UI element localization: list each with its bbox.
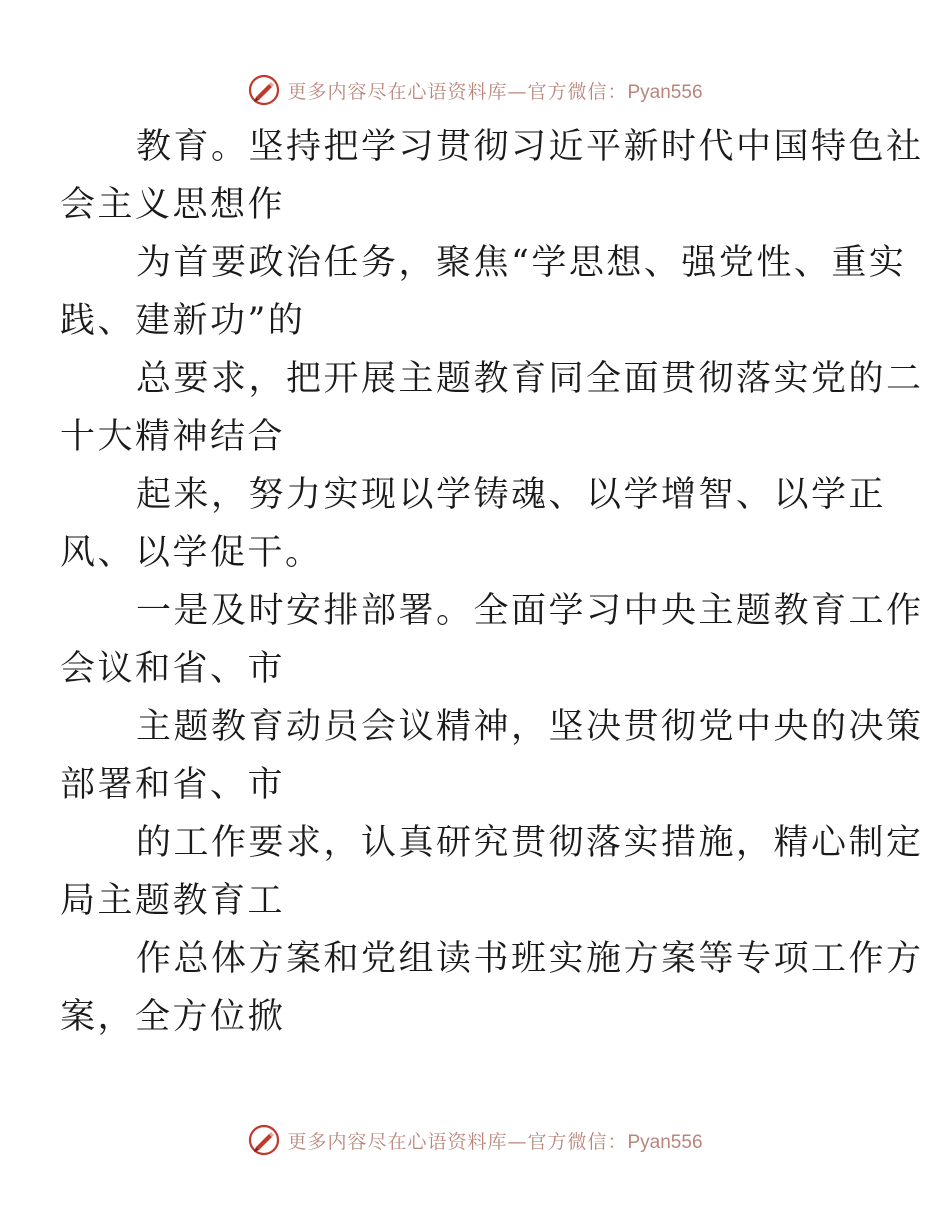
paragraph-line: 案，全方位掀 xyxy=(60,997,286,1037)
paragraph-5 xyxy=(60,582,924,698)
footer-banner-text: 更多内容尽在心语资料库—官方微信：Pyan556 xyxy=(287,1130,703,1153)
paragraph-1 xyxy=(60,118,924,234)
paragraph-line: 为首要政治任务，聚焦“学思想、强党性、重实 xyxy=(136,243,907,283)
header-wechat-id: Pyan556 xyxy=(627,81,703,103)
paragraph-line: 部署和省、市 xyxy=(60,765,286,805)
header-banner xyxy=(0,70,950,110)
paragraph-line: 教育。坚持把学习贯彻习近平新时代中国特色社 xyxy=(136,127,924,167)
paragraph-line: 践、建新功”的 xyxy=(60,301,306,341)
paragraph-3 xyxy=(60,350,924,466)
footer-banner xyxy=(0,1120,950,1160)
footer-wechat-id: Pyan556 xyxy=(627,1131,703,1153)
paragraph-line: 作总体方案和党组读书班实施方案等专项工作方 xyxy=(136,939,924,979)
paragraph-line: 十大精神结合 xyxy=(60,417,286,457)
paragraph-2 xyxy=(60,234,907,350)
paragraph-line: 风、以学促干。 xyxy=(60,533,323,573)
paragraph-line: 的工作要求，认真研究贯彻落实措施，精心制定 xyxy=(136,823,924,863)
paragraph-line: 会议和省、市 xyxy=(60,649,286,689)
paragraph-8 xyxy=(60,930,924,1046)
paragraph-line: 主题教育动员会议精神，坚决贯彻党中央的决策 xyxy=(136,707,924,747)
paragraph-4 xyxy=(60,466,887,582)
paragraph-line: 起来，努力实现以学铸魂、以学增智、以学正 xyxy=(136,475,887,515)
paragraph-line: 会主义思想作 xyxy=(60,185,286,225)
pen-logo-icon xyxy=(247,1123,281,1157)
header-banner-text: 更多内容尽在心语资料库—官方微信：Pyan556 xyxy=(287,80,703,103)
paragraph-line: 局主题教育工 xyxy=(60,881,286,921)
paragraph-line: 总要求，把开展主题教育同全面贯彻落实党的二 xyxy=(136,359,924,399)
paragraph-7 xyxy=(60,814,924,930)
pen-logo-icon xyxy=(247,73,281,107)
document-body xyxy=(60,118,924,1046)
paragraph-line: 一是及时安排部署。全面学习中央主题教育工作 xyxy=(136,591,924,631)
paragraph-6 xyxy=(60,698,924,814)
